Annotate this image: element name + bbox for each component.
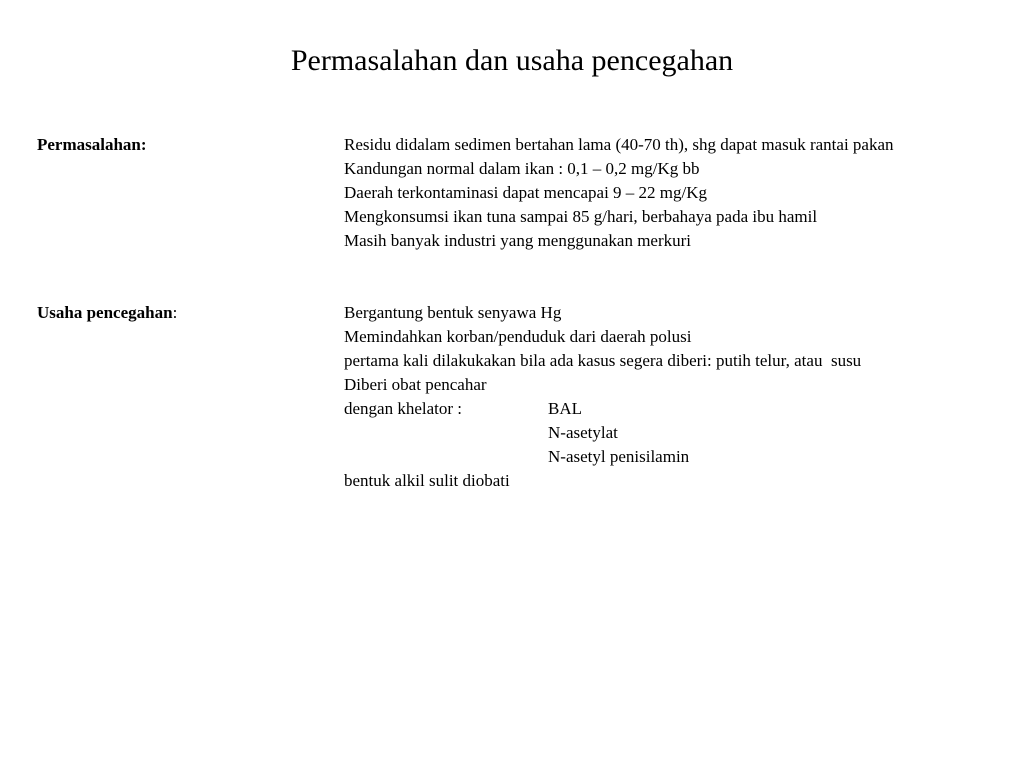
problems-label-text: Permasalahan:: [37, 135, 147, 154]
chelator-item: N-asetyl penisilamin: [548, 447, 690, 466]
problem-item: Daerah terkontaminasi dapat mencapai 9 – 22 mg/Kg: [344, 183, 708, 202]
problem-item: Mengkonsumsi ikan tuna sampai 85 g/hari, berbahaya pada ibu hamil: [344, 207, 818, 226]
prevention-label-text: Usaha pencegahan: [37, 303, 173, 322]
prevention-item: Memindahkan korban/penduduk dari daerah polusi: [344, 327, 692, 346]
chelator-list: [548, 397, 689, 469]
problem-item: Residu didalam sedimen bertahan lama (40-70 th), shg dapat masuk rantai pakan: [344, 135, 894, 154]
slide-title: Permasalahan dan usaha pencegahan: [290, 44, 734, 77]
prevention-item: bentuk alkil sulit diobati: [344, 471, 510, 490]
prevention-item: pertama kali dilakukakan bila ada kasus segera diberi: putih telur, atau susu: [344, 351, 862, 370]
prevention-item: dengan khelator :: [344, 399, 463, 418]
chelator-item: N-asetylat: [548, 423, 618, 442]
problems-label: [37, 133, 147, 157]
prevention-item: Bergantung bentuk senyawa Hg: [344, 303, 562, 322]
problem-item: Kandungan normal dalam ikan : 0,1 – 0,2 mg/Kg bb: [344, 159, 700, 178]
chelator-item: BAL: [548, 399, 582, 418]
problems-list: [344, 133, 894, 253]
prevention-label-suffix: :: [172, 303, 178, 322]
problem-item: Masih banyak industri yang menggunakan merkuri: [344, 231, 692, 250]
prevention-item: Diberi obat pencahar: [344, 375, 487, 394]
prevention-label: [37, 301, 177, 325]
